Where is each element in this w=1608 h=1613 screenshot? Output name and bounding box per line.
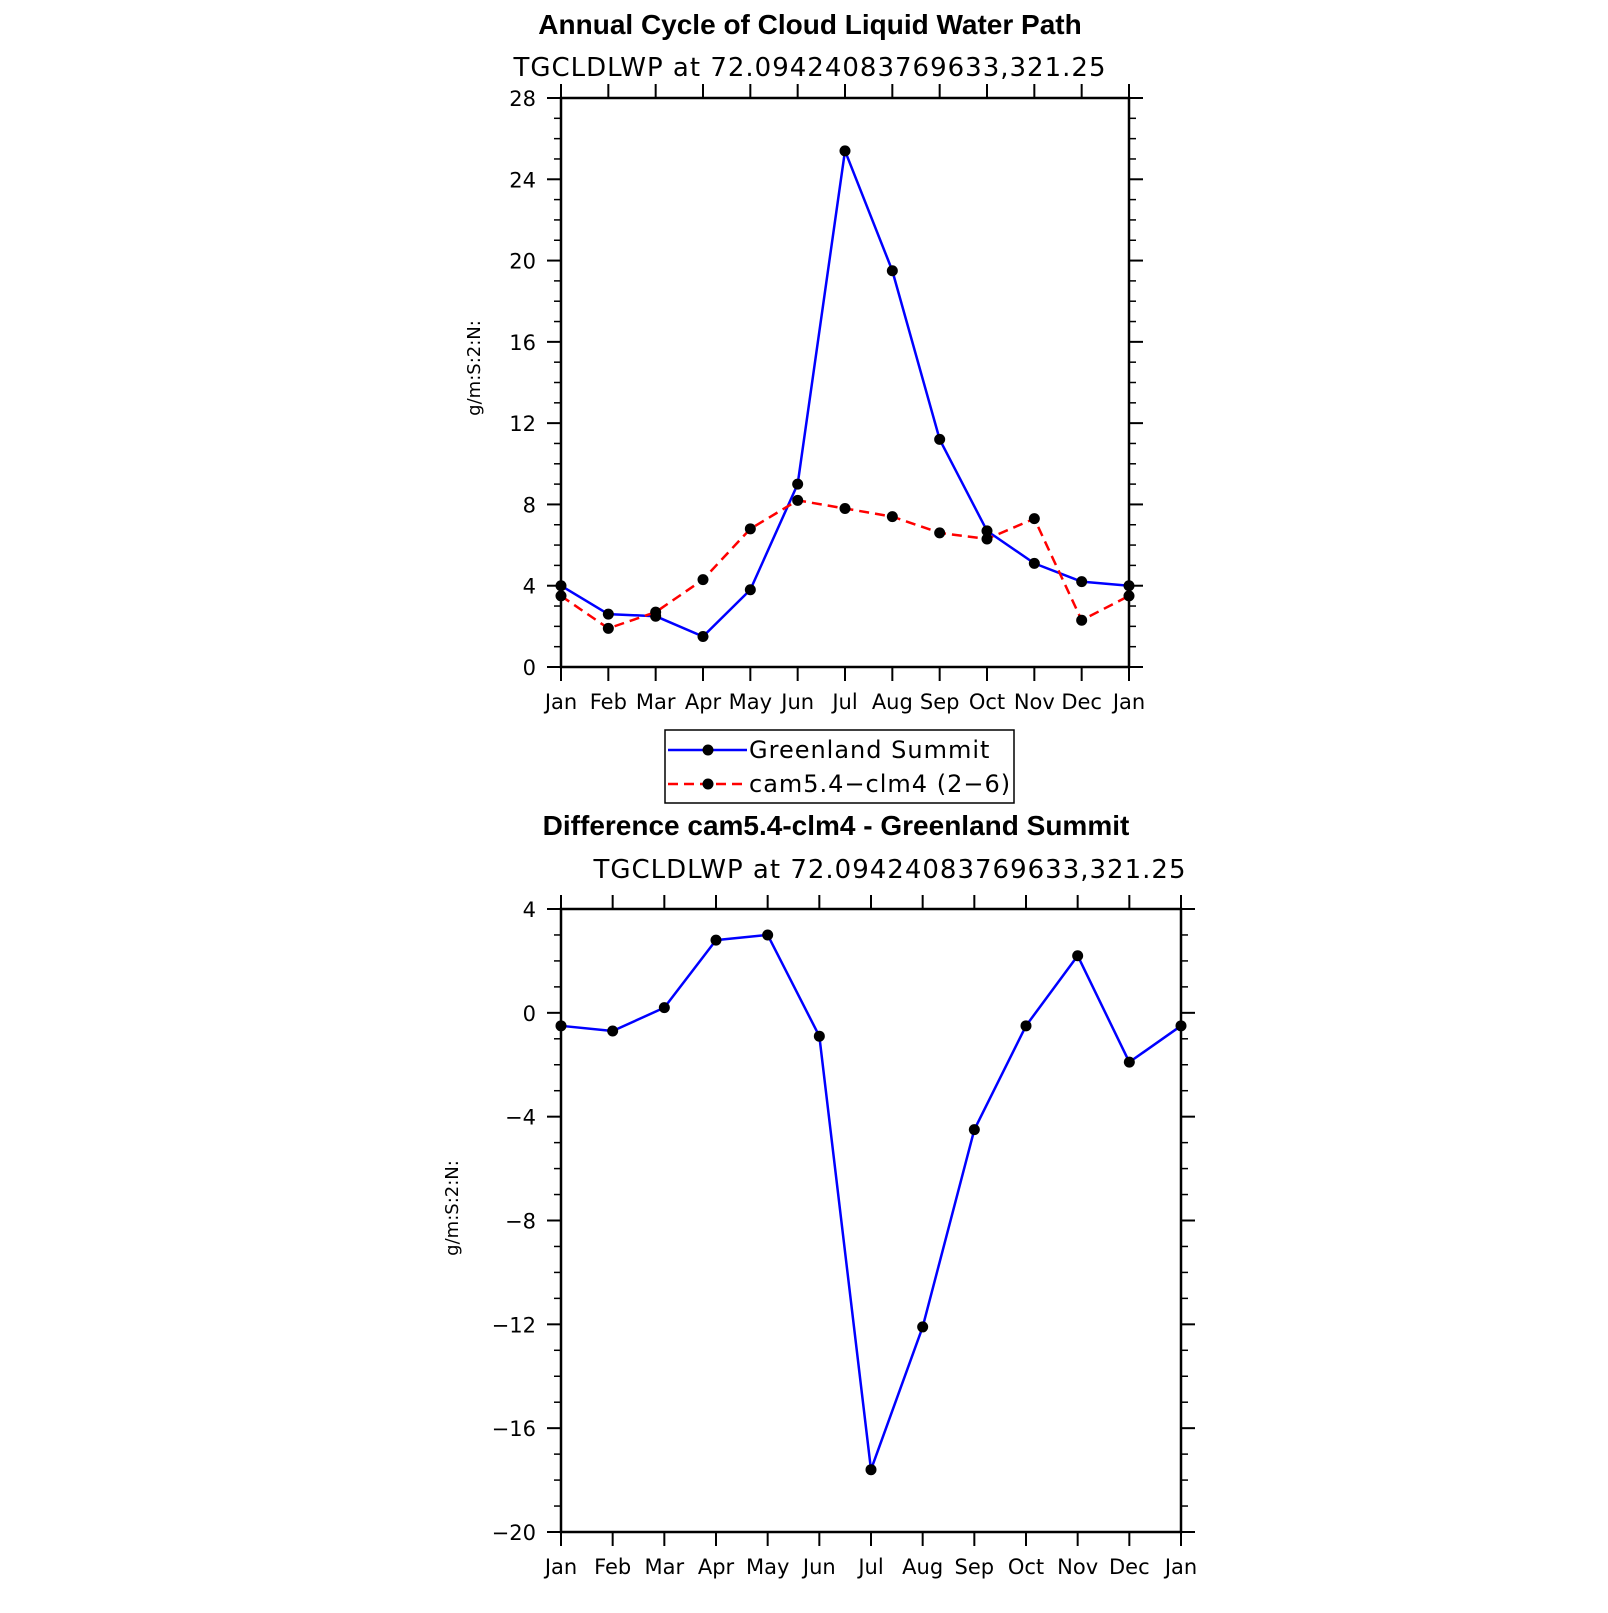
series-0-point (711, 935, 722, 946)
series-1-point (792, 495, 803, 506)
series-0-point (1124, 1057, 1135, 1068)
x-tick-label: Apr (684, 690, 722, 714)
series-0-point (969, 1124, 980, 1135)
y-tick-label: 4 (522, 574, 536, 599)
y-tick-label: 24 (509, 168, 536, 193)
series-0-point (659, 1002, 670, 1013)
series-0-point (840, 145, 851, 156)
series-0-point (1124, 580, 1135, 591)
x-tick-label: Oct (968, 690, 1006, 714)
plot-layer (509, 84, 1145, 714)
series-0-point (762, 929, 773, 940)
plot-frame (561, 98, 1129, 667)
chart-subtitle: TGCLDLWP at 72.09424083769633,321.25 (513, 53, 1107, 83)
y-tick-label: 0 (522, 656, 536, 680)
x-tick-label: Nov (1013, 690, 1055, 714)
series-1-point (1076, 615, 1087, 626)
series-0-point (887, 265, 898, 276)
series-1-point (1124, 590, 1135, 601)
x-tick-label: Mar (635, 690, 676, 714)
legend-marker (703, 745, 714, 756)
series-1-point (840, 503, 851, 514)
series-0-point (1176, 1020, 1187, 1031)
x-tick-label: Aug (902, 1555, 944, 1579)
plot-layer (492, 895, 1198, 1579)
series-0-point (934, 434, 945, 445)
x-tick-label: Jun (802, 1555, 836, 1579)
series-1-point (745, 523, 756, 534)
legend-marker (703, 779, 714, 790)
series-1-point (650, 607, 661, 618)
chart-subtitle: TGCLDLWP at 72.09424083769633,321.25 (593, 855, 1187, 885)
chart-title: Difference cam5.4-clm4 - Greenland Summit (542, 810, 1130, 841)
x-tick-label: Sep (954, 1555, 995, 1579)
y-tick-label: 16 (509, 330, 536, 355)
series-0-point (1072, 950, 1083, 961)
y-axis-label: g/m:S:2:N: (442, 1160, 463, 1256)
plot-frame (561, 909, 1181, 1532)
series-0-point (607, 1026, 618, 1037)
series-1-point (556, 590, 567, 601)
y-axis-label: g/m:S:2:N: (464, 320, 485, 416)
series-1-point (982, 533, 993, 544)
x-tick-label: Mar (644, 1555, 685, 1579)
x-tick-label: Jan (544, 690, 578, 714)
series-0-point (866, 1464, 877, 1475)
x-tick-label: Aug (871, 690, 913, 714)
x-tick-label: May (728, 690, 773, 714)
series-0-point (917, 1321, 928, 1332)
difference-chart (442, 810, 1197, 1579)
series-line-0 (561, 935, 1181, 1470)
y-tick-label: 8 (522, 493, 536, 518)
series-0-point (745, 584, 756, 595)
x-tick-label: Jan (1112, 690, 1146, 714)
series-1-point (887, 511, 898, 522)
y-tick-label: −20 (491, 1521, 536, 1545)
series-0-point (814, 1031, 825, 1042)
series-0-point (603, 609, 614, 620)
series-line-1 (561, 500, 1129, 628)
x-tick-label: Dec (1109, 1555, 1150, 1579)
x-tick-label: Sep (919, 690, 960, 714)
series-0-point (1021, 1020, 1032, 1031)
y-tick-label: −12 (491, 1313, 536, 1338)
x-tick-label: Jan (544, 1555, 578, 1579)
x-tick-label: May (745, 1555, 790, 1579)
legend-label-greenland-summit: Greenland Summit (749, 736, 991, 764)
x-tick-label: Oct (1007, 1555, 1045, 1579)
x-tick-label: Jul (832, 690, 858, 714)
x-tick-label: Jan (1164, 1555, 1198, 1579)
series-0-point (792, 479, 803, 490)
series-1-point (698, 574, 709, 585)
series-1-point (603, 623, 614, 634)
x-tick-label: Dec (1061, 690, 1102, 714)
series-0-point (556, 1020, 567, 1031)
series-0-point (1029, 558, 1040, 569)
x-tick-label: Jul (858, 1555, 884, 1579)
annual-cycle-chart (464, 9, 1145, 803)
series-0-point (556, 580, 567, 591)
chart-title: Annual Cycle of Cloud Liquid Water Path (538, 9, 1082, 40)
y-tick-label: 0 (522, 1001, 536, 1026)
x-tick-label: Feb (594, 1555, 632, 1579)
y-tick-label: −8 (505, 1209, 536, 1234)
series-1-point (934, 527, 945, 538)
y-tick-label: 4 (522, 898, 536, 922)
legend (665, 730, 1014, 803)
x-tick-label: Nov (1057, 1555, 1099, 1579)
y-tick-label: 12 (509, 412, 536, 437)
series-line-0 (561, 151, 1129, 637)
x-tick-label: Apr (697, 1555, 735, 1579)
series-0-point (1076, 576, 1087, 587)
y-tick-label: 20 (509, 249, 536, 274)
y-tick-label: 28 (509, 87, 536, 111)
x-tick-label: Jun (781, 690, 815, 714)
legend-label-cam54-clm4: cam5.4−clm4 (2−6) (749, 770, 1012, 798)
y-tick-label: −16 (491, 1417, 536, 1442)
series-1-point (1029, 513, 1040, 524)
series-0-point (698, 631, 709, 642)
y-tick-label: −4 (505, 1105, 536, 1130)
x-tick-label: Feb (589, 690, 627, 714)
